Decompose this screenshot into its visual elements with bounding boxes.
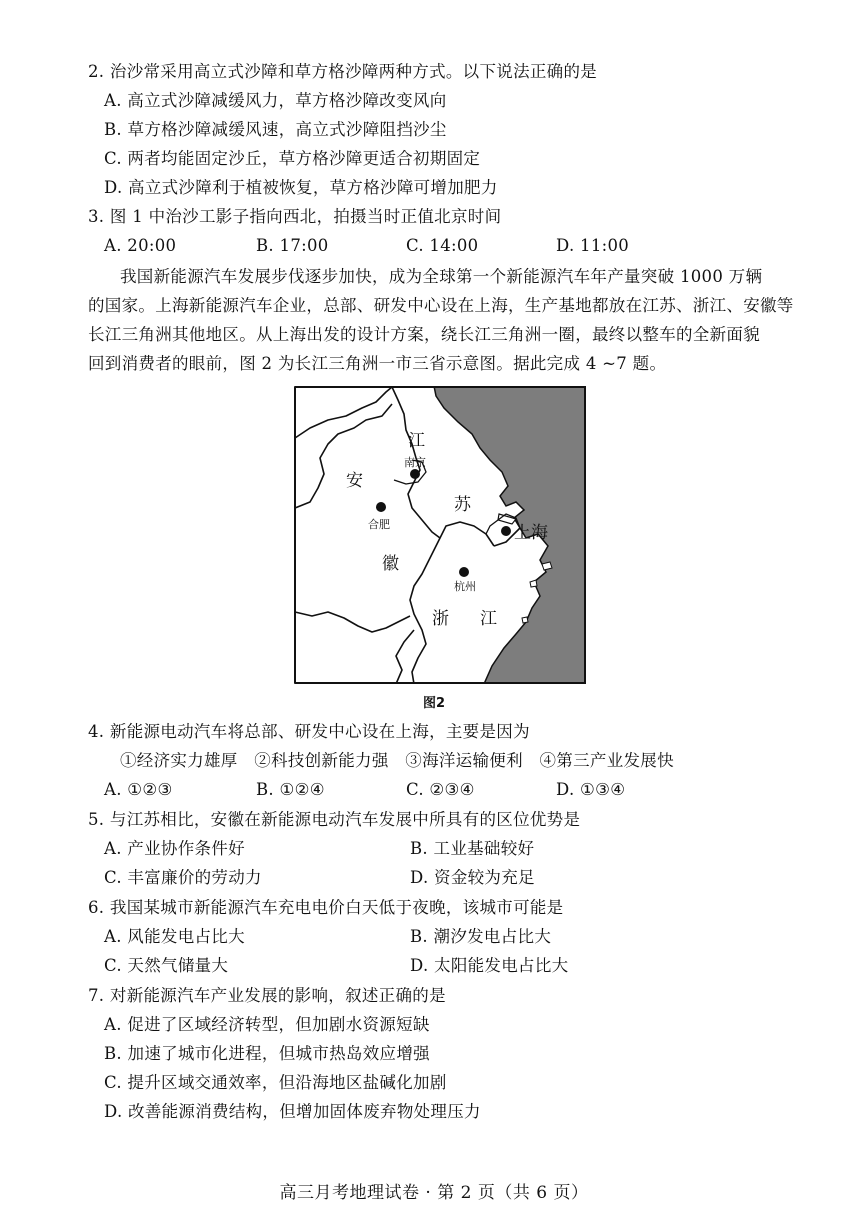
- question-6-option-a: A. 风能发电占比大: [104, 927, 245, 946]
- label-jiang: 江: [408, 431, 425, 451]
- yangtze-delta-map: [294, 386, 586, 684]
- label-hangzhou: 杭州: [454, 580, 476, 593]
- label-hefei: 合肥: [368, 518, 390, 531]
- passage-line-1: 我国新能源汽车发展步伐逐步加快，成为全球第一个新能源汽车年产量突破 1000 万辆: [120, 267, 763, 286]
- question-2-option-b: B. 草方格沙障减缓风速，高立式沙障阻挡沙尘: [104, 120, 447, 139]
- question-7-option-c: C. 提升区域交通效率，但沿海地区盐碱化加剧: [104, 1073, 447, 1092]
- question-2-option-d: D. 高立式沙障利于植被恢复，草方格沙障可增加肥力: [104, 178, 498, 197]
- label-hui: 徽: [382, 554, 399, 574]
- question-7-option-b: B. 加速了城市化进程，但城市热岛效应增强: [104, 1044, 430, 1063]
- question-5-option-a: A. 产业协作条件好: [104, 839, 245, 858]
- question-2-stem: 2. 治沙常采用高立式沙障和草方格沙障两种方式。以下说法正确的是: [88, 62, 598, 81]
- question-4-stem: 4. 新能源电动汽车将总部、研发中心设在上海，主要是因为: [88, 722, 530, 741]
- question-5-option-d: D. 资金较为充足: [410, 868, 535, 887]
- question-6-option-b: B. 潮汐发电占比大: [410, 927, 552, 946]
- question-7-option-a: A. 促进了区域经济转型，但加剧水资源短缺: [104, 1015, 430, 1034]
- figure-caption: 图2: [422, 696, 446, 711]
- label-shanghai: 上海: [514, 523, 548, 543]
- question-6-option-d: D. 太阳能发电占比大: [410, 956, 569, 975]
- question-3-option-d: D. 11:00: [556, 236, 630, 255]
- question-3-stem: 3. 图 1 中治沙工影子指向西北，拍摄当时正值北京时间: [88, 207, 502, 226]
- question-2-option-c: C. 两者均能固定沙丘，草方格沙障更适合初期固定: [104, 149, 481, 168]
- sea-area: [434, 386, 586, 684]
- passage-line-4: 回到消费者的眼前，图 2 为长江三角洲一市三省示意图。据此完成 4 ~7 题。: [88, 354, 667, 373]
- question-3-option-a: A. 20:00: [104, 236, 177, 255]
- question-3-option-c: C. 14:00: [406, 236, 479, 255]
- island-3: [522, 617, 528, 623]
- hefei-dot: [376, 502, 386, 512]
- label-su: 苏: [454, 495, 471, 515]
- nanjing-dot: [410, 469, 420, 479]
- border-zhejiang-south: [396, 630, 414, 684]
- page-footer: 高三月考地理试卷 · 第 2 页（共 6 页）: [279, 1183, 589, 1203]
- label-zhe: 浙: [432, 609, 449, 629]
- border-anhui-southwest: [295, 612, 410, 632]
- passage-line-3: 长江三角洲其他地区。从上海出发的设计方案，绕长江三角洲一圈，最终以整车的全新面貌: [88, 325, 760, 344]
- label-jiang-zhejiang: 江: [480, 609, 497, 629]
- label-an: 安: [346, 471, 363, 491]
- question-4-option-b: B. ①②④: [256, 780, 325, 799]
- label-nanjing: 南京: [404, 456, 426, 469]
- question-4-option-d: D. ①③④: [556, 780, 626, 799]
- question-7-option-d: D. 改善能源消费结构，但增加固体废弃物处理压力: [104, 1102, 481, 1121]
- question-4-option-a: A. ①②③: [104, 780, 173, 799]
- island-zhoushan-1: [542, 562, 552, 570]
- question-6-stem: 6. 我国某城市新能源汽车充电电价白天低于夜晚，该城市可能是: [88, 898, 564, 917]
- passage-line-2: 的国家。上海新能源汽车企业，总部、研发中心设在上海，生产基地都放在江苏、浙江、安徽等: [88, 296, 794, 315]
- border-anhui-west: [295, 404, 392, 508]
- shanghai-dot: [501, 526, 511, 536]
- hangzhou-dot: [459, 567, 469, 577]
- question-6-option-c: C. 天然气储量大: [104, 956, 229, 975]
- question-4-option-c: C. ②③④: [406, 780, 475, 799]
- question-2-option-a: A. 高立式沙障减缓风力，草方格沙障改变风向: [104, 91, 447, 110]
- question-3-option-b: B. 17:00: [256, 236, 329, 255]
- question-5-option-c: C. 丰富廉价的劳动力: [104, 868, 262, 887]
- question-7-stem: 7. 对新能源汽车产业发展的影响，叙述正确的是: [88, 986, 446, 1005]
- question-4-choices: ①经济实力雄厚 ②科技创新能力强 ③海洋运输便利 ④第三产业发展快: [120, 751, 674, 770]
- question-5-option-b: B. 工业基础较好: [410, 839, 535, 858]
- island-zhoushan-2: [530, 580, 537, 587]
- border-anhui-north: [295, 387, 392, 438]
- question-5-stem: 5. 与江苏相比，安徽在新能源电动汽车发展中所具有的区位优势是: [88, 810, 581, 829]
